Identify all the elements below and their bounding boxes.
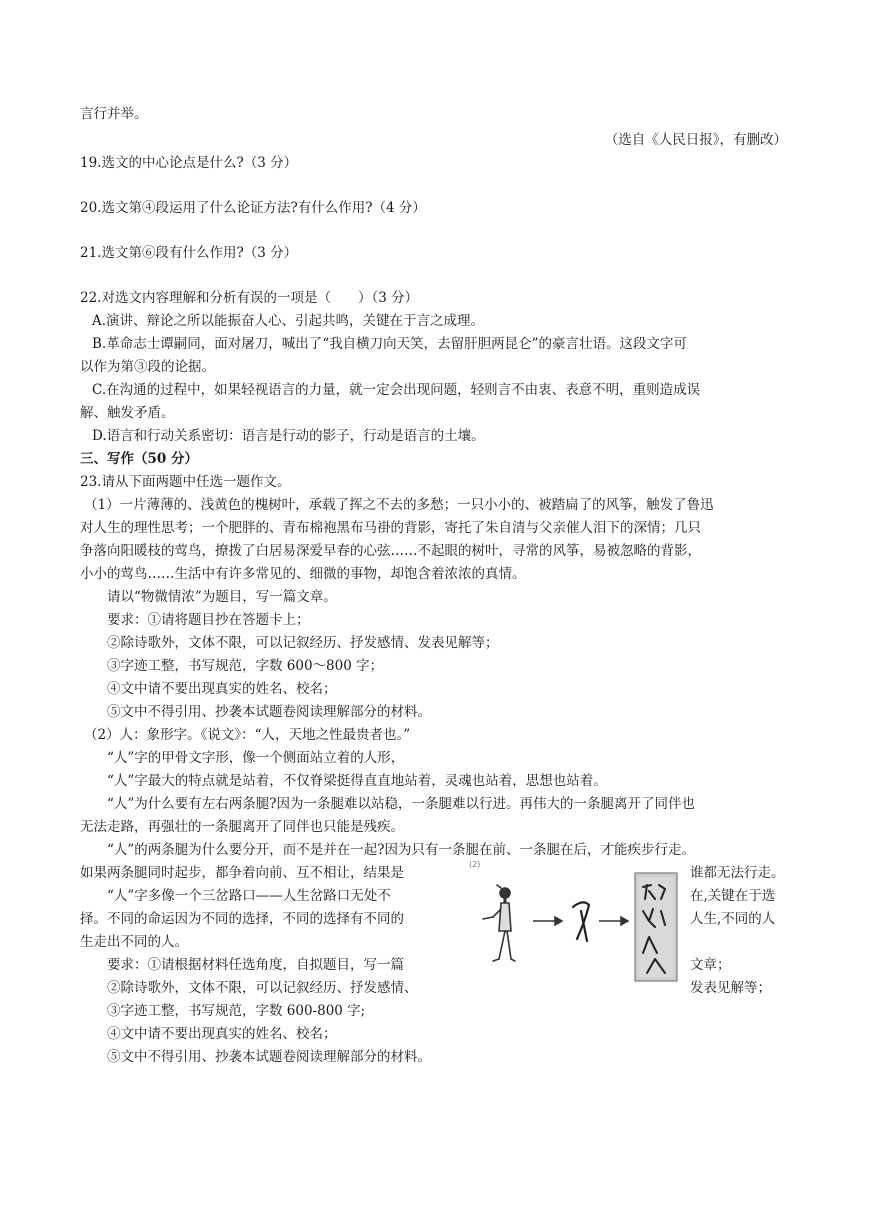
requirement: ④文中请不要出现真实的姓名、校名； — [107, 681, 337, 697]
question-22: 22.对选文内容理解和分析有误的一项是（ ）（3 分） — [80, 290, 419, 306]
section-heading: 三、写作（50 分） — [80, 451, 198, 467]
prompt-1-line: 争落向阳暖枝的莺鸟，撩拨了白居易深爱早春的心弦……不起眼的树叶，寻常的风筝，易被忽略的背影， — [80, 543, 701, 559]
prompt-2-line: 择。不同的命运因为不同的选择，不同的选择有不同的 — [80, 911, 404, 927]
prompt-1-line: 对人生的理性思考；一个肥胖的、青布棉袍黑布马褂的背影，寄托了朱自清与父亲催人泪下的深情；几只 — [80, 520, 701, 536]
requirement: 文章； — [690, 957, 731, 973]
prompt-2-line: “人”字的甲骨文字形，像一个侧面站立着的人形， — [107, 750, 405, 766]
option-a: A.演讲、辩论之所以能振奋人心、引起共鸣，关键在于言之成理。 — [92, 313, 485, 329]
source-note: （选自《人民日报》，有删改） — [604, 132, 787, 148]
prompt-2-line: “人”字多像一个三岔路口——人生岔路口无处不 — [107, 888, 391, 904]
requirement: ④文中请不要出现真实的姓名、校名； — [107, 1026, 337, 1042]
prompt-2-line: 如果两条腿同时起步，都争着向前、互不相让，结果是 — [80, 865, 404, 881]
question-23: 23.请从下面两题中任选一题作文。 — [80, 474, 291, 490]
question-21: 21.选文第⑥段有什么作用?（3 分） — [80, 245, 298, 261]
prompt-2-line: 谁都无法行走。 — [690, 865, 785, 881]
prompt-2-line: 在,关键在于选 — [690, 888, 776, 904]
requirement: 要求：①请将题目抄在答题卡上； — [107, 612, 310, 628]
prompt-2-line: “人”的两条腿为什么要分开，而不是并在一起?因为只有一条腿在前、一条腿在后，才能疾步行走。 — [107, 842, 696, 858]
option-c-cont: 解、触发矛盾。 — [80, 405, 175, 421]
requirement: 发表见解等； — [690, 980, 771, 996]
prompt-1-line: 小小的莺鸟……生活中有许多常见的、细微的事物，却饱含着浓浓的真情。 — [80, 566, 526, 582]
option-b-cont: 以作为第③段的论据。 — [80, 359, 215, 375]
option-b: B.革命志士谭嗣同，面对屠刀，喊出了“我自横刀向天笑，去留肝胆两昆仑”的豪言壮语。这段文字可 — [92, 336, 688, 352]
question-20: 20.选文第④段运用了什么论证方法?有什么作用?（4 分） — [80, 200, 426, 216]
prompt-2-line: （2）人：象形字。《说文》：“人，天地之性最贵者也。” — [84, 727, 411, 743]
requirement: 要求：①请根据材料任选角度，自拟题目，写一篇 — [107, 957, 404, 973]
arrow-right-icon — [599, 917, 628, 925]
question-19: 19.选文的中心论点是什么?（3 分） — [80, 155, 298, 171]
text-line: 言行并举。 — [80, 106, 148, 122]
requirement: ③字迹工整，书写规范，字数 600～800 字； — [107, 658, 384, 674]
requirement: ⑤文中不得引用、抄袭本试题卷阅读理解部分的材料。 — [107, 704, 431, 720]
option-c: C.在沟通的过程中，如果轻视语言的力量，就一定会出现问题，轻则言不由衷、表意不明，重则造成误 — [92, 382, 701, 398]
prompt-1-instruction: 请以“物微情浓”为题目，写一篇文章。 — [107, 589, 337, 605]
prompt-2-line: “人”字最大的特点就是站着，不仅脊梁挺得直直地站着，灵魂也站着，思想也站着。 — [107, 773, 607, 789]
inscription-strip-icon — [635, 873, 677, 981]
prompt-1-line: （1）一片薄薄的、浅黄色的槐树叶，承载了挥之不去的多愁；一只小小的、被踏扁了的风筝，触发了鲁迅 — [84, 497, 714, 513]
requirement: ②除诗歌外，文体不限，可以记叙经历、抒发感情、 — [107, 980, 418, 996]
figure-tag: (2) — [469, 860, 481, 869]
standing-person-icon — [483, 885, 515, 961]
prompt-2-line: “人”为什么要有左右两条腿?因为一条腿难以站稳，一条腿难以行进。再伟大的一条腿离开了同伴也 — [107, 796, 696, 812]
requirement: ③字迹工整，书写规范，字数 600-800 字; — [107, 1003, 366, 1019]
prompt-2-line: 生走出不同的人。 — [80, 934, 188, 950]
prompt-2-line: 无法走路，再强壮的一条腿离开了同伴也只能是残疾。 — [80, 819, 404, 835]
requirement: ②除诗歌外，文体不限，可以记叙经历、抒发感情、发表见解等； — [107, 635, 499, 651]
prompt-2-line: 人生,不同的人 — [690, 911, 776, 927]
oracle-glyph-icon — [573, 902, 589, 941]
person-evolution-figure — [465, 855, 687, 987]
arrow-right-icon — [533, 917, 562, 925]
option-d: D.语言和行动关系密切：语言是行动的影子，行动是语言的土壤。 — [92, 428, 485, 444]
requirement: ⑤文中不得引用、抄袭本试题卷阅读理解部分的材料。 — [107, 1049, 431, 1065]
